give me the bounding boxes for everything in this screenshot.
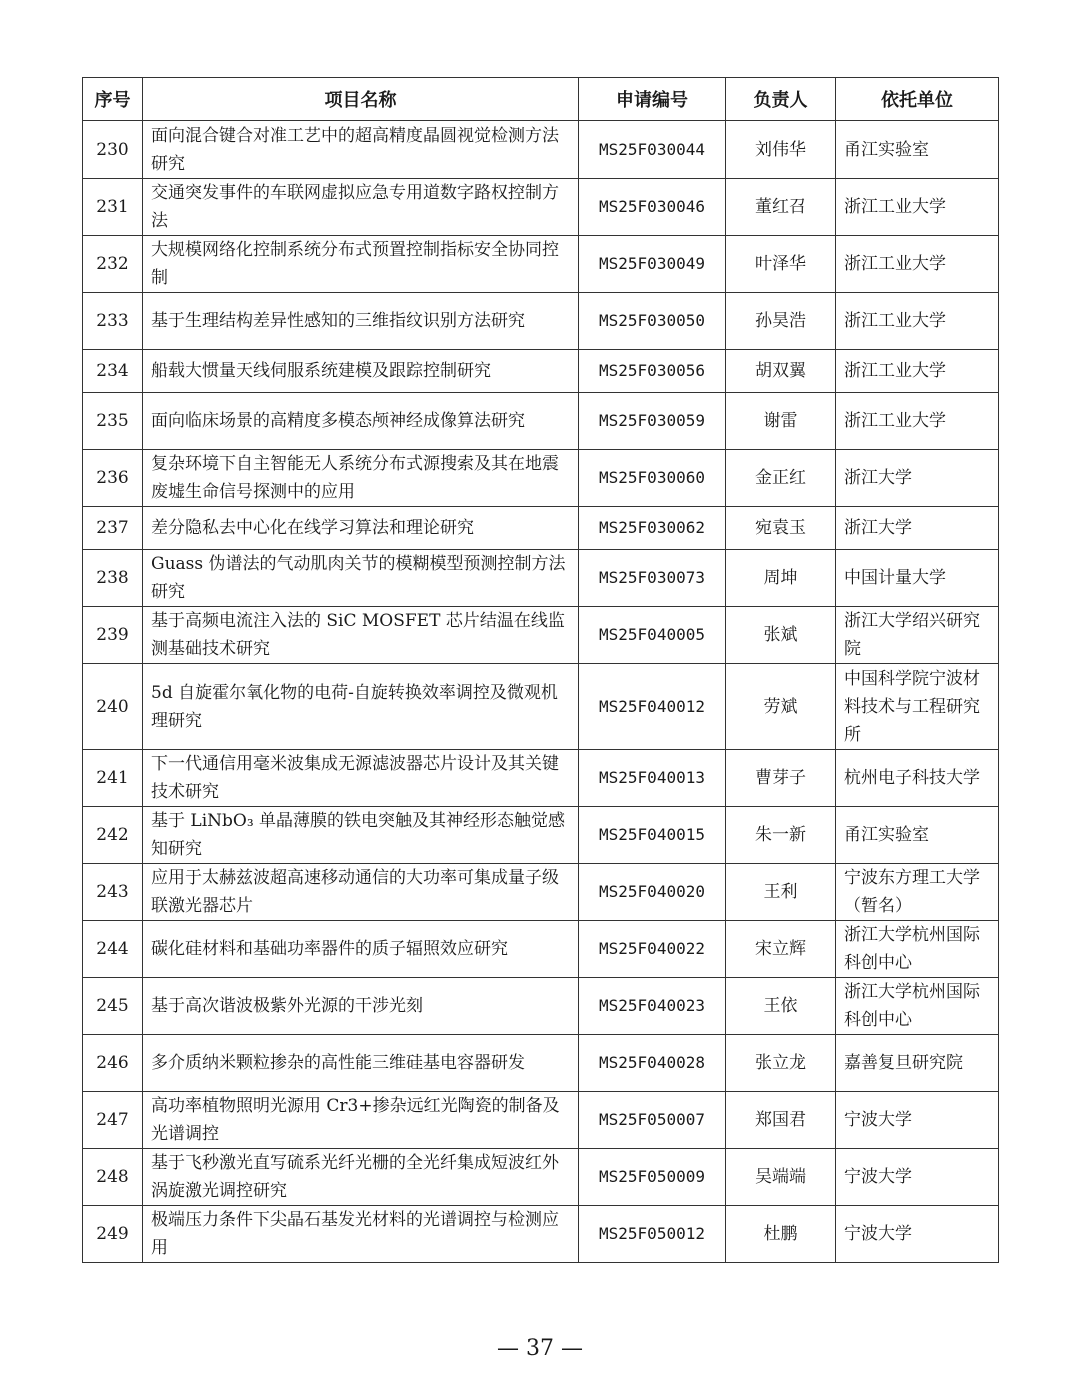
cell-leader: 劳斌	[726, 664, 836, 750]
cell-code: MS25F040005	[579, 607, 726, 664]
cell-name: 基于生理结构差异性感知的三维指纹识别方法研究	[143, 293, 579, 350]
cell-leader: 谢雷	[726, 393, 836, 450]
cell-code: MS25F040023	[579, 978, 726, 1035]
cell-name: 下一代通信用毫米波集成无源滤波器芯片设计及其关键技术研究	[143, 750, 579, 807]
cell-leader: 张立龙	[726, 1035, 836, 1092]
cell-code: MS25F030056	[579, 350, 726, 393]
cell-no: 235	[83, 393, 143, 450]
table-row	[83, 978, 999, 1035]
cell-org: 甬江实验室	[836, 807, 999, 864]
cell-no: 234	[83, 350, 143, 393]
table-row	[83, 864, 999, 921]
table-row	[83, 121, 999, 179]
table-row	[83, 1206, 999, 1263]
cell-no: 239	[83, 607, 143, 664]
table-row	[83, 921, 999, 978]
cell-code: MS25F030073	[579, 550, 726, 607]
cell-leader: 宋立辉	[726, 921, 836, 978]
cell-org: 嘉善复旦研究院	[836, 1035, 999, 1092]
cell-leader: 吴端端	[726, 1149, 836, 1206]
cell-no: 236	[83, 450, 143, 507]
col-header-org: 依托单位	[836, 78, 999, 121]
table-row	[83, 393, 999, 450]
cell-code: MS25F030046	[579, 179, 726, 236]
cell-org: 浙江工业大学	[836, 350, 999, 393]
cell-org: 宁波大学	[836, 1149, 999, 1206]
cell-leader: 周坤	[726, 550, 836, 607]
cell-name: 基于飞秒激光直写硫系光纤光栅的全光纤集成短波红外涡旋激光调控研究	[143, 1149, 579, 1206]
cell-no: 238	[83, 550, 143, 607]
cell-leader: 郑国君	[726, 1092, 836, 1149]
cell-name: 差分隐私去中心化在线学习算法和理论研究	[143, 507, 579, 550]
cell-code: MS25F030049	[579, 236, 726, 293]
cell-org: 宁波大学	[836, 1206, 999, 1263]
cell-no: 242	[83, 807, 143, 864]
cell-leader: 孙昊浩	[726, 293, 836, 350]
cell-name: 基于高次谐波极紫外光源的干涉光刻	[143, 978, 579, 1035]
cell-name: Guass 伪谱法的气动肌肉关节的模糊模型预测控制方法研究	[143, 550, 579, 607]
cell-no: 240	[83, 664, 143, 750]
cell-leader: 杜鹏	[726, 1206, 836, 1263]
cell-leader: 宛袁玉	[726, 507, 836, 550]
cell-name: 应用于太赫兹波超高速移动通信的大功率可集成量子级联激光器芯片	[143, 864, 579, 921]
cell-no: 243	[83, 864, 143, 921]
cell-leader: 董红召	[726, 179, 836, 236]
table-body	[83, 121, 999, 1263]
cell-code: MS25F050007	[579, 1092, 726, 1149]
cell-code: MS25F030062	[579, 507, 726, 550]
cell-leader: 张斌	[726, 607, 836, 664]
cell-name: 碳化硅材料和基础功率器件的质子辐照效应研究	[143, 921, 579, 978]
table-row	[83, 807, 999, 864]
cell-org: 浙江大学绍兴研究院	[836, 607, 999, 664]
cell-code: MS25F040028	[579, 1035, 726, 1092]
table-row	[83, 450, 999, 507]
page-number: — 37 —	[497, 1336, 583, 1361]
cell-org: 浙江大学杭州国际科创中心	[836, 978, 999, 1035]
cell-leader: 胡双翼	[726, 350, 836, 393]
cell-code: MS25F040012	[579, 664, 726, 750]
table-row	[83, 179, 999, 236]
table-row	[83, 507, 999, 550]
table-row	[83, 1035, 999, 1092]
cell-no: 249	[83, 1206, 143, 1263]
table-row	[83, 1092, 999, 1149]
table-row	[83, 664, 999, 750]
cell-name: 基于高频电流注入法的 SiC MOSFET 芯片结温在线监测基础技术研究	[143, 607, 579, 664]
cell-org: 中国科学院宁波材料技术与工程研究所	[836, 664, 999, 750]
cell-org: 中国计量大学	[836, 550, 999, 607]
cell-name: 面向临床场景的高精度多模态颅神经成像算法研究	[143, 393, 579, 450]
cell-code: MS25F040015	[579, 807, 726, 864]
cell-no: 237	[83, 507, 143, 550]
cell-code: MS25F040013	[579, 750, 726, 807]
cell-code: MS25F030050	[579, 293, 726, 350]
table-row	[83, 350, 999, 393]
cell-org: 浙江大学杭州国际科创中心	[836, 921, 999, 978]
cell-code: MS25F040022	[579, 921, 726, 978]
cell-org: 甬江实验室	[836, 121, 999, 179]
cell-no: 247	[83, 1092, 143, 1149]
cell-name: 船载大惯量天线伺服系统建模及跟踪控制研究	[143, 350, 579, 393]
cell-org: 浙江工业大学	[836, 179, 999, 236]
col-header-no: 序号	[83, 78, 143, 121]
col-header-name: 项目名称	[143, 78, 579, 121]
cell-name: 5d 自旋霍尔氧化物的电荷-自旋转换效率调控及微观机理研究	[143, 664, 579, 750]
table-row	[83, 607, 999, 664]
cell-org: 宁波东方理工大学（暂名）	[836, 864, 999, 921]
table-row	[83, 293, 999, 350]
cell-no: 230	[83, 121, 143, 179]
table-row	[83, 750, 999, 807]
cell-name: 大规模网络化控制系统分布式预置控制指标安全协同控制	[143, 236, 579, 293]
cell-leader: 朱一新	[726, 807, 836, 864]
cell-no: 248	[83, 1149, 143, 1206]
cell-leader: 王利	[726, 864, 836, 921]
cell-org: 浙江工业大学	[836, 236, 999, 293]
cell-leader: 金正红	[726, 450, 836, 507]
cell-org: 杭州电子科技大学	[836, 750, 999, 807]
cell-org: 浙江工业大学	[836, 393, 999, 450]
col-header-leader: 负责人	[726, 78, 836, 121]
cell-code: MS25F050009	[579, 1149, 726, 1206]
cell-org: 浙江大学	[836, 450, 999, 507]
cell-code: MS25F030059	[579, 393, 726, 450]
cell-name: 面向混合键合对准工艺中的超高精度晶圆视觉检测方法研究	[143, 121, 579, 179]
cell-leader: 刘伟华	[726, 121, 836, 179]
cell-no: 233	[83, 293, 143, 350]
cell-org: 宁波大学	[836, 1092, 999, 1149]
cell-no: 241	[83, 750, 143, 807]
cell-leader: 曹芽子	[726, 750, 836, 807]
cell-name: 复杂环境下自主智能无人系统分布式源搜索及其在地震废墟生命信号探测中的应用	[143, 450, 579, 507]
cell-name: 极端压力条件下尖晶石基发光材料的光谱调控与检测应用	[143, 1206, 579, 1263]
header-row	[83, 78, 999, 121]
cell-org: 浙江工业大学	[836, 293, 999, 350]
cell-no: 232	[83, 236, 143, 293]
project-table	[82, 77, 999, 1263]
cell-no: 246	[83, 1035, 143, 1092]
table-row	[83, 1149, 999, 1206]
cell-code: MS25F040020	[579, 864, 726, 921]
cell-code: MS25F030060	[579, 450, 726, 507]
cell-leader: 叶泽华	[726, 236, 836, 293]
cell-code: MS25F030044	[579, 121, 726, 179]
cell-name: 基于 LiNbO₃ 单晶薄膜的铁电突触及其神经形态触觉感知研究	[143, 807, 579, 864]
cell-no: 244	[83, 921, 143, 978]
cell-name: 高功率植物照明光源用 Cr3+掺杂远红光陶瓷的制备及光谱调控	[143, 1092, 579, 1149]
cell-no: 245	[83, 978, 143, 1035]
cell-code: MS25F050012	[579, 1206, 726, 1263]
table-row	[83, 550, 999, 607]
table-row	[83, 236, 999, 293]
cell-no: 231	[83, 179, 143, 236]
cell-name: 交通突发事件的车联网虚拟应急专用道数字路权控制方法	[143, 179, 579, 236]
col-header-code: 申请编号	[579, 78, 726, 121]
cell-leader: 王依	[726, 978, 836, 1035]
cell-org: 浙江大学	[836, 507, 999, 550]
cell-name: 多介质纳米颗粒掺杂的高性能三维硅基电容器研发	[143, 1035, 579, 1092]
